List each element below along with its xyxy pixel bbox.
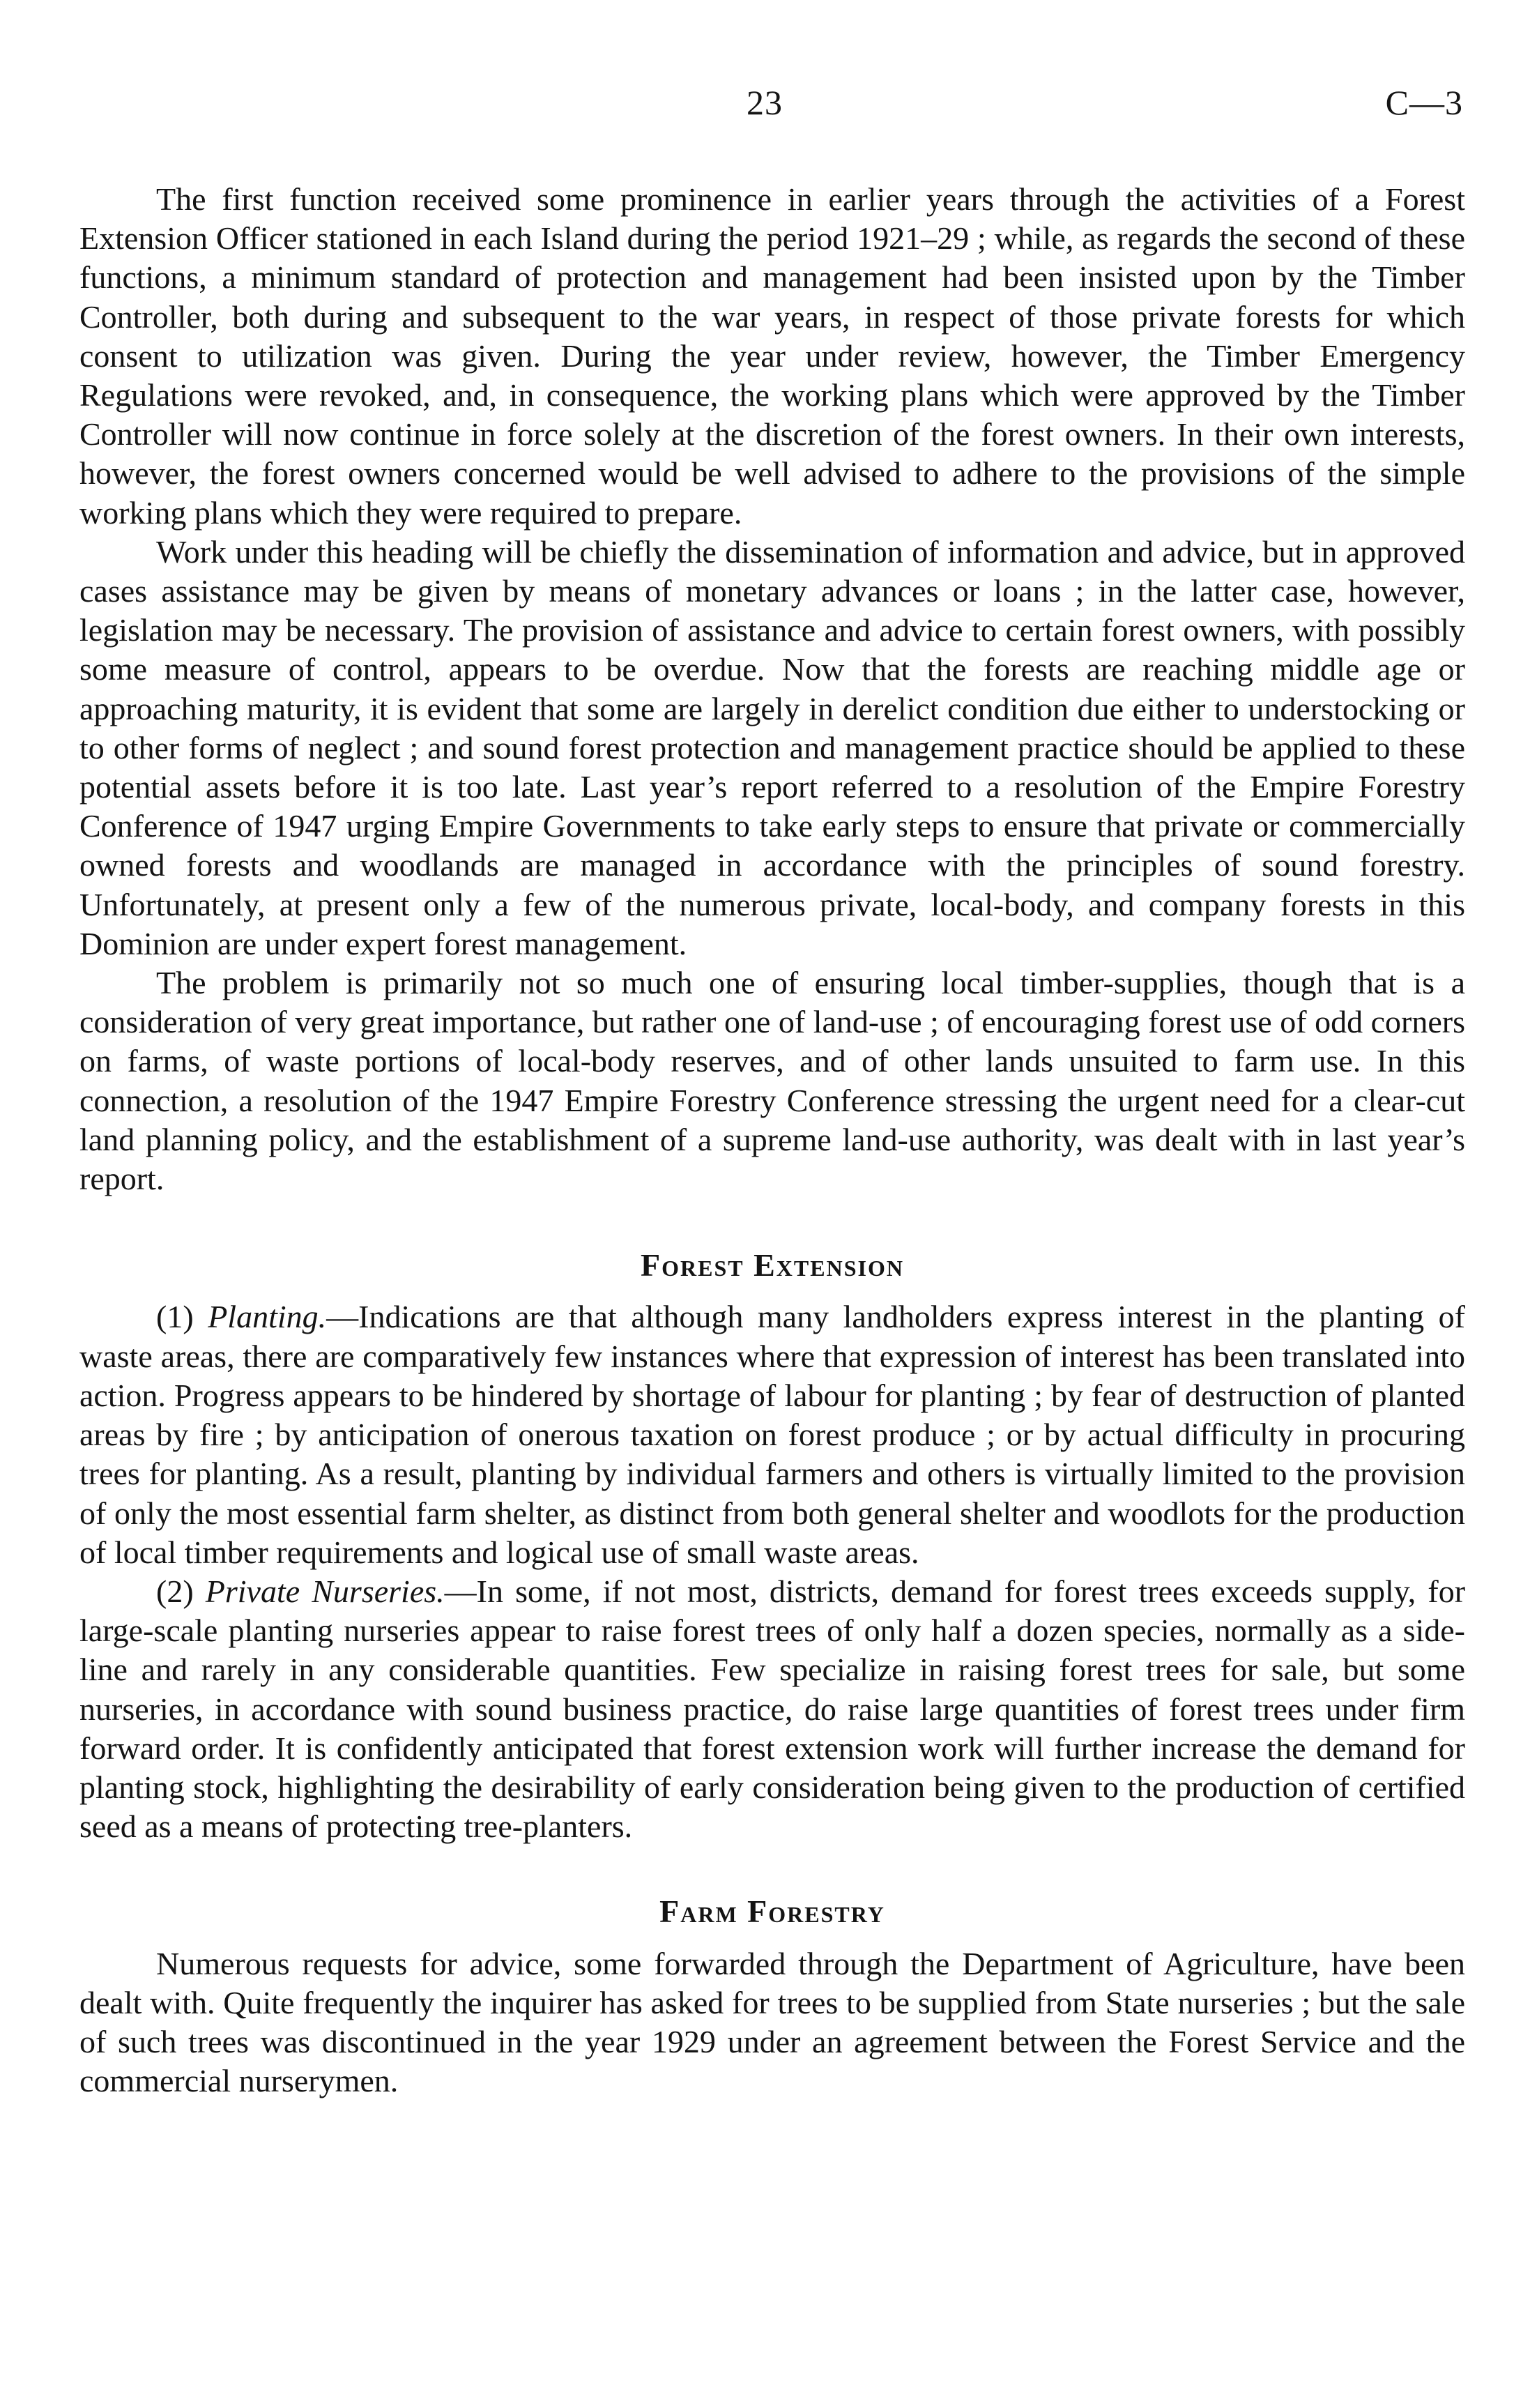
forest-extension-heading: Forest Extension (641, 1247, 904, 1283)
farm-forestry-paragraph: Numerous requests for advice, some forwarded through the Department of Agriculture, have been dealt with. Quite frequently the inquirer has asked for trees to be supplied from State nurseries ; but the sale of such trees was discontinued in the year 1929 under an agreement between the Forest Service and the commercial nurserymen. (79, 1945, 1465, 2099)
planting-title: Planting. (208, 1299, 327, 1335)
planting-paragraph (79, 1297, 1465, 1571)
private-nurseries-paragraph (79, 1572, 1465, 1846)
private-nurseries-number: (2) (156, 1573, 206, 1609)
planting-number: (1) (156, 1299, 208, 1335)
intro-paragraph-3: The problem is primarily not so much one of ensuring local timber-supplies, though that is a consideration of very great importance, but rather one of land-use ; of encouraging forest use of odd corners on farms, of waste portions of local-body reserves, and of other lands unsuited to farm use. In this connection, a resolution of the 1947 Empire Forestry Conference stressing the urgent need for a clear-cut land planning policy, and the establishment of a supreme land-use authority, was dealt with in last year’s report. (79, 965, 1465, 1197)
private-nurseries-title: Private Nurseries. (205, 1573, 445, 1609)
farm-forestry-heading: Farm Forestry (659, 1893, 885, 1930)
planting-text: —Indications are that although many landholders express interest in the planting of waste areas, there are comparatively few instances where that expression of interest has been translated into action. Progress appears to be hindered by shortage of labour for planting ; by fear of destruction of planted areas by fire ; by anticipation of onerous taxation on forest produce ; or by actual difficulty in procuring trees for planting. As a result, planting by individual farmers and others is virtually limited to the provision of only the most essential farm shelter, as distinct from both general shelter and woodlots for the production of local timber requirements and logical use of small waste areas. (79, 1299, 1466, 1570)
page-number: 23 (747, 83, 783, 122)
intro-paragraph-2: Work under this heading will be chiefly the dissemination of information and advice, but in approved cases assistance may be given by means of monetary advances or loans ; in the latter case, however, legislation may be necessary. The provision of assistance and advice to certain forest owners, with possibly some measure of control, appears to be overdue. Now that the forests are reaching middle age or approaching maturity, it is evident that some are largely in derelict condition due either to understocking or to other forms of neglect ; and sound forest protection and management practice should be applied to these potential assets before it is too late. Last year’s report referred to a resolution of the Empire Forestry Conference of 1947 urging Empire Governments to take early steps to ensure that private or commercially owned forests and woodlands are managed in accordance with the principles of sound forestry. Unfortunately, at present only a few of the numerous private, local-body, and company forests in this Dominion are under expert forest management. (79, 533, 1465, 961)
body-text (79, 180, 1465, 2101)
intro-paragraph-1: The first function received some prominence in earlier years through the activities of a Forest Extension Officer stationed in each Island during the period 1921–29 ; while, as regards the second of these functions, a minimum standard of protection and management had been insisted upon by the Timber Controller, both during and subsequent to the war years, in respect of those private forests for which consent to utilization was given. During the year under review, however, the Timber Emergency Regulations were revoked, and, in consequence, the working plans which were approved by the Timber Controller will now continue in force solely at the discretion of the forest owners. In their own interests, however, the forest owners concerned would be well advised to adhere to the provisions of the simple working plans which they were required to prepare. (79, 181, 1465, 531)
paper-code: C—3 (1385, 83, 1463, 122)
private-nurseries-text: —In some, if not most, districts, demand for forest trees exceeds supply, for large-scale planting nurseries appear to raise forest trees of only half a dozen species, normally as a side-line and rarely in any considerable quantities. Few specialize in raising forest trees for sale, but some nurseries, in accordance with sound business practice, do raise large quantities of forest trees under firm forward order. It is confidently anticipated that forest extension work will further increase the demand for planting stock, highlighting the desirability of early consideration being given to the production of certified seed as a means of protecting tree-planters. (79, 1573, 1466, 1845)
